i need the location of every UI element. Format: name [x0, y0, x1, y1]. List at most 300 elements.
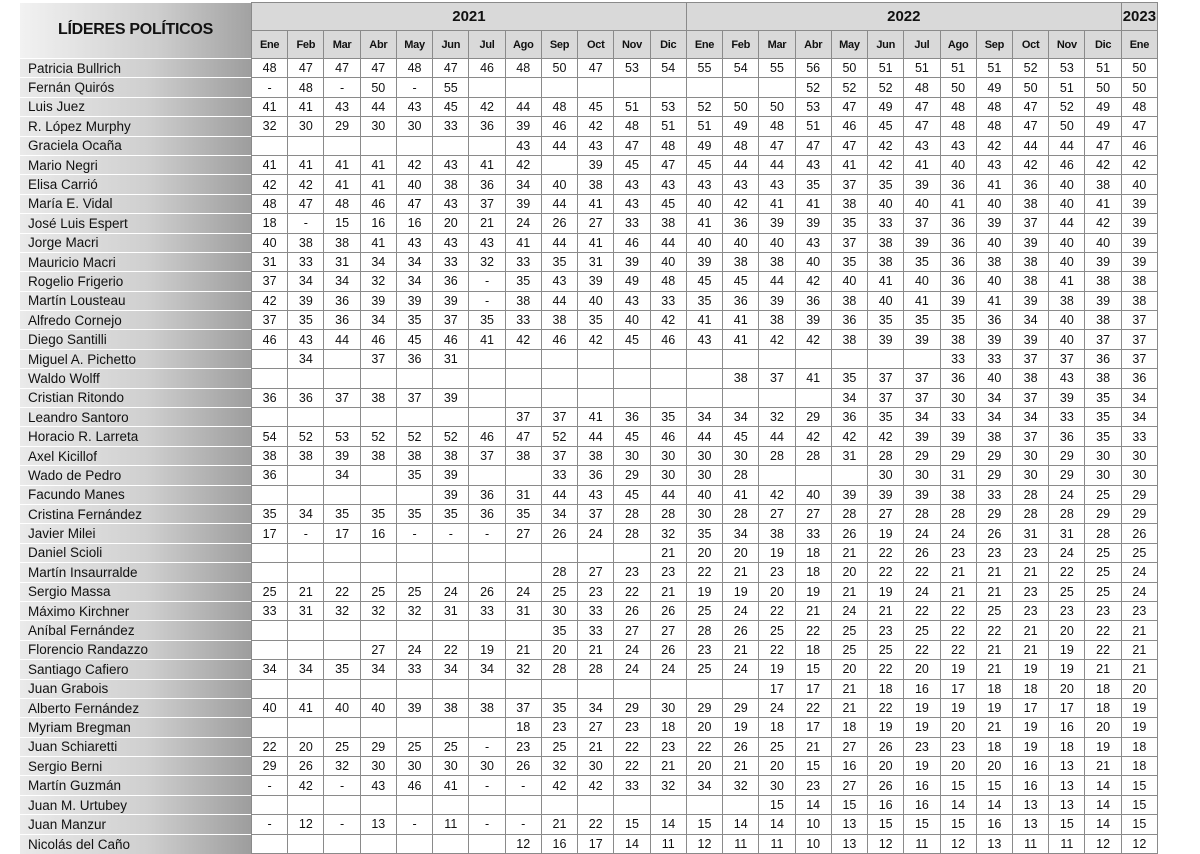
rating-cell [469, 388, 505, 407]
table-row [20, 485, 1158, 504]
rating-cell: 41 [1085, 194, 1121, 213]
rating-cell: 30 [1121, 466, 1157, 485]
rating-cell: 22 [868, 698, 904, 717]
rating-cell: 36 [1012, 175, 1048, 194]
rating-cell [686, 388, 722, 407]
rating-cell [288, 136, 324, 155]
rating-cell: 51 [976, 59, 1012, 78]
rating-cell: 41 [795, 369, 831, 388]
rating-cell: 45 [614, 427, 650, 446]
rating-cell: 16 [1049, 718, 1085, 737]
rating-cell: - [324, 78, 360, 97]
leader-name: Axel Kicillof [20, 446, 252, 465]
rating-cell: 36 [288, 388, 324, 407]
rating-cell: 38 [723, 252, 759, 271]
rating-cell: 15 [614, 815, 650, 834]
rating-cell: 38 [578, 446, 614, 465]
rating-cell: 21 [1121, 621, 1157, 640]
rating-cell: 40 [723, 233, 759, 252]
table-row [20, 408, 1158, 427]
rating-cell: 14 [1085, 815, 1121, 834]
rating-cell: 39 [614, 252, 650, 271]
rating-cell: 18 [1085, 698, 1121, 717]
rating-cell: 47 [831, 97, 867, 116]
rating-cell: 39 [1012, 330, 1048, 349]
rating-cell: 43 [578, 136, 614, 155]
rating-cell: 43 [288, 330, 324, 349]
rating-cell: 21 [976, 563, 1012, 582]
rating-cell: 37 [1012, 349, 1048, 368]
rating-cell: 37 [831, 233, 867, 252]
rating-cell: 28 [795, 446, 831, 465]
rating-cell: 21 [795, 737, 831, 756]
rating-cell: 29 [795, 408, 831, 427]
rating-cell: 19 [1049, 640, 1085, 659]
rating-cell: 37 [469, 194, 505, 213]
rating-cell: 19 [1085, 737, 1121, 756]
rating-cell: 51 [1085, 59, 1121, 78]
rating-cell: 35 [831, 214, 867, 233]
rating-cell: 47 [288, 194, 324, 213]
rating-cell: 38 [1049, 291, 1085, 310]
rating-cell [396, 718, 432, 737]
table-row [20, 834, 1158, 853]
rating-cell: 41 [795, 194, 831, 213]
rating-cell: 48 [904, 78, 940, 97]
rating-cell: 19 [868, 718, 904, 737]
rating-cell [360, 795, 396, 814]
rating-cell: 24 [1049, 543, 1085, 562]
table-row [20, 815, 1158, 834]
rating-cell: 26 [868, 737, 904, 756]
rating-cell: 38 [1085, 175, 1121, 194]
rating-cell: 34 [1121, 408, 1157, 427]
table-row [20, 291, 1158, 310]
rating-cell [396, 369, 432, 388]
rating-cell: 38 [1085, 311, 1121, 330]
leader-name: Leandro Santoro [20, 408, 252, 427]
rating-cell: 27 [831, 776, 867, 795]
leader-name: Luis Juez [20, 97, 252, 116]
rating-cell: 37 [252, 272, 288, 291]
rating-cell [469, 563, 505, 582]
rating-cell: 14 [1085, 776, 1121, 795]
rating-cell: 41 [360, 233, 396, 252]
rating-cell: 31 [505, 485, 541, 504]
rating-cell [686, 349, 722, 368]
rating-cell: 36 [976, 311, 1012, 330]
rating-cell: 42 [759, 330, 795, 349]
rating-cell: 40 [650, 252, 686, 271]
rating-cell: 20 [940, 757, 976, 776]
rating-cell: 20 [686, 718, 722, 737]
leader-name: Cristina Fernández [20, 504, 252, 523]
rating-cell: 36 [324, 311, 360, 330]
rating-cell: 34 [578, 698, 614, 717]
rating-cell: 33 [433, 252, 469, 271]
rating-cell [614, 349, 650, 368]
rating-cell: 44 [759, 272, 795, 291]
rating-cell [686, 795, 722, 814]
rating-cell: 39 [505, 117, 541, 136]
rating-cell: 33 [288, 252, 324, 271]
rating-cell: 52 [795, 78, 831, 97]
rating-cell: 30 [578, 757, 614, 776]
rating-cell: 25 [396, 737, 432, 756]
rating-cell: 26 [650, 601, 686, 620]
rating-cell [469, 795, 505, 814]
rating-cell: 44 [541, 485, 577, 504]
rating-cell: 38 [541, 311, 577, 330]
rating-cell: 25 [759, 621, 795, 640]
rating-cell: 17 [759, 679, 795, 698]
rating-cell: 45 [578, 97, 614, 116]
rating-cell: 21 [976, 660, 1012, 679]
rating-cell [469, 136, 505, 155]
rating-cell: 16 [1012, 776, 1048, 795]
rating-cell: 17 [324, 524, 360, 543]
rating-cell: 25 [1049, 582, 1085, 601]
rating-cell: 43 [1049, 369, 1085, 388]
rating-cell: 43 [433, 194, 469, 213]
rating-cell: 35 [252, 504, 288, 523]
rating-cell: 33 [650, 291, 686, 310]
rating-cell: 45 [868, 117, 904, 136]
leader-name: Rogelio Frigerio [20, 272, 252, 291]
rating-cell [252, 621, 288, 640]
rating-cell [650, 349, 686, 368]
rating-cell: 16 [360, 524, 396, 543]
rating-cell: 33 [976, 349, 1012, 368]
rating-cell: 41 [252, 97, 288, 116]
rating-cell: 38 [940, 330, 976, 349]
rating-cell: 47 [1012, 117, 1048, 136]
rating-cell: 24 [433, 582, 469, 601]
rating-cell: 41 [904, 291, 940, 310]
leader-name: Miguel A. Pichetto [20, 349, 252, 368]
rating-cell: 56 [795, 59, 831, 78]
rating-cell: 44 [505, 97, 541, 116]
rating-cell: 19 [723, 582, 759, 601]
rating-cell: 34 [505, 175, 541, 194]
rating-cell: 25 [1085, 582, 1121, 601]
rating-cell: 43 [614, 291, 650, 310]
rating-cell: 30 [614, 446, 650, 465]
rating-cell: 51 [868, 59, 904, 78]
rating-cell: 28 [650, 504, 686, 523]
rating-cell: 39 [904, 485, 940, 504]
rating-cell [505, 369, 541, 388]
rating-cell: 43 [723, 175, 759, 194]
rating-cell: 26 [469, 582, 505, 601]
rating-cell [288, 640, 324, 659]
rating-cell: 36 [1049, 427, 1085, 446]
rating-cell: 20 [686, 757, 722, 776]
table-row [20, 660, 1158, 679]
rating-cell [578, 369, 614, 388]
table-row [20, 59, 1158, 78]
rating-cell: 29 [1121, 504, 1157, 523]
rating-cell: 27 [614, 621, 650, 640]
rating-cell: 22 [1049, 563, 1085, 582]
rating-cell: 41 [686, 214, 722, 233]
rating-cell: 25 [396, 582, 432, 601]
rating-cell: 30 [1121, 446, 1157, 465]
rating-cell: 24 [614, 660, 650, 679]
rating-cell: 43 [360, 776, 396, 795]
leader-name: Elisa Carrió [20, 175, 252, 194]
rating-cell: 50 [1085, 78, 1121, 97]
rating-cell: 36 [940, 214, 976, 233]
rating-cell: 27 [505, 524, 541, 543]
month-header: Feb [288, 31, 324, 59]
rating-cell: 35 [831, 369, 867, 388]
table-row [20, 737, 1158, 756]
rating-cell: 23 [541, 718, 577, 737]
rating-cell: 43 [433, 233, 469, 252]
rating-cell: 47 [1121, 117, 1157, 136]
rating-cell: 40 [1049, 194, 1085, 213]
rating-cell: 34 [1012, 311, 1048, 330]
rating-cell: 46 [614, 233, 650, 252]
rating-cell: 49 [1085, 97, 1121, 116]
rating-cell: 39 [1121, 233, 1157, 252]
rating-cell: 40 [1121, 175, 1157, 194]
rating-cell: 33 [469, 601, 505, 620]
rating-cell: - [505, 776, 541, 795]
rating-cell: 28 [904, 504, 940, 523]
rating-cell: 37 [541, 446, 577, 465]
rating-cell: 42 [1121, 155, 1157, 174]
rating-cell: 13 [360, 815, 396, 834]
rating-cell: 28 [686, 621, 722, 640]
month-header: Ago [505, 31, 541, 59]
rating-cell [650, 388, 686, 407]
rating-cell: 21 [940, 582, 976, 601]
rating-cell [288, 621, 324, 640]
rating-cell: 20 [1085, 718, 1121, 737]
rating-cell: 24 [1049, 485, 1085, 504]
rating-cell [614, 78, 650, 97]
rating-cell [288, 485, 324, 504]
table-row [20, 214, 1158, 233]
rating-cell: 23 [578, 582, 614, 601]
rating-cell: 38 [578, 175, 614, 194]
rating-cell: 26 [541, 524, 577, 543]
month-header: Jul [469, 31, 505, 59]
rating-cell: 32 [723, 776, 759, 795]
rating-cell: 23 [868, 621, 904, 640]
rating-cell: 43 [940, 136, 976, 155]
rating-cell: 28 [759, 446, 795, 465]
rating-cell [469, 621, 505, 640]
rating-cell: 40 [940, 155, 976, 174]
rating-cell: 26 [541, 214, 577, 233]
rating-cell: 30 [1012, 446, 1048, 465]
rating-cell: 38 [252, 446, 288, 465]
rating-cell: 37 [1012, 427, 1048, 446]
rating-cell: 31 [288, 601, 324, 620]
rating-cell: 36 [831, 311, 867, 330]
month-header: Feb [723, 31, 759, 59]
rating-cell: 47 [324, 59, 360, 78]
rating-cell: 37 [360, 349, 396, 368]
rating-cell: 46 [252, 330, 288, 349]
rating-cell: 41 [686, 311, 722, 330]
table-row [20, 194, 1158, 213]
rating-cell: 22 [1085, 640, 1121, 659]
rating-cell: 23 [614, 563, 650, 582]
leader-name: Mauricio Macri [20, 252, 252, 271]
rating-cell: 29 [1121, 485, 1157, 504]
rating-cell [505, 349, 541, 368]
rating-cell [288, 466, 324, 485]
leader-name: Alfredo Cornejo [20, 311, 252, 330]
table-row [20, 117, 1158, 136]
rating-cell: 26 [723, 737, 759, 756]
rating-cell: 47 [1085, 136, 1121, 155]
rating-cell [505, 78, 541, 97]
rating-cell: 53 [795, 97, 831, 116]
rating-cell: 13 [831, 815, 867, 834]
rating-cell: 54 [723, 59, 759, 78]
rating-cell: 33 [505, 252, 541, 271]
rating-cell: 41 [360, 175, 396, 194]
rating-cell: 23 [650, 737, 686, 756]
table-row [20, 78, 1158, 97]
rating-cell: 21 [795, 601, 831, 620]
rating-cell: 36 [252, 388, 288, 407]
rating-cell: 42 [578, 117, 614, 136]
rating-cell: 39 [795, 214, 831, 233]
rating-cell: 23 [1012, 543, 1048, 562]
rating-cell: 37 [252, 311, 288, 330]
rating-cell [759, 349, 795, 368]
rating-cell: 35 [541, 621, 577, 640]
rating-cell: 29 [940, 446, 976, 465]
rating-cell: 21 [1012, 640, 1048, 659]
rating-cell: 44 [723, 155, 759, 174]
rating-cell: 33 [252, 601, 288, 620]
rating-cell: 20 [759, 757, 795, 776]
rating-cell: 37 [469, 446, 505, 465]
rating-cell [360, 563, 396, 582]
rating-cell: 35 [469, 311, 505, 330]
rating-cell [324, 485, 360, 504]
rating-cell [541, 155, 577, 174]
rating-cell [288, 563, 324, 582]
rating-cell: 55 [433, 78, 469, 97]
rating-cell: 33 [976, 485, 1012, 504]
year-header-2021: 2021 [252, 3, 687, 31]
rating-cell: 25 [360, 582, 396, 601]
rating-cell [252, 369, 288, 388]
rating-cell: 24 [505, 582, 541, 601]
rating-cell: 42 [795, 272, 831, 291]
rating-cell: 36 [469, 485, 505, 504]
rating-cell: 25 [252, 582, 288, 601]
rating-cell: 14 [976, 795, 1012, 814]
rating-cell: 29 [976, 504, 1012, 523]
rating-cell: 41 [578, 194, 614, 213]
rating-cell: 32 [324, 757, 360, 776]
rating-cell: 36 [469, 175, 505, 194]
rating-cell: 52 [686, 97, 722, 116]
rating-cell: 47 [360, 59, 396, 78]
rating-cell: 43 [614, 194, 650, 213]
rating-cell: 34 [723, 408, 759, 427]
rating-cell [288, 718, 324, 737]
rating-cell: 49 [1085, 117, 1121, 136]
rating-cell: 32 [759, 408, 795, 427]
rating-cell: 18 [868, 679, 904, 698]
rating-cell: 43 [686, 175, 722, 194]
rating-cell: 39 [976, 214, 1012, 233]
rating-cell: 37 [904, 388, 940, 407]
rating-cell: 15 [831, 795, 867, 814]
rating-cell: 49 [868, 97, 904, 116]
rating-cell: 28 [541, 563, 577, 582]
rating-cell: 18 [759, 718, 795, 737]
rating-cell [324, 563, 360, 582]
rating-cell: 40 [976, 194, 1012, 213]
rating-cell: 30 [686, 466, 722, 485]
table-row [20, 718, 1158, 737]
rating-cell: 41 [868, 272, 904, 291]
rating-cell: 35 [686, 524, 722, 543]
rating-cell [288, 408, 324, 427]
rating-cell: 42 [252, 291, 288, 310]
rating-cell: 14 [940, 795, 976, 814]
year-header-2023: 2023 [1121, 3, 1157, 31]
rating-cell: 15 [795, 660, 831, 679]
rating-cell: 35 [1085, 408, 1121, 427]
rating-cell: 34 [904, 408, 940, 427]
rating-cell: 37 [1121, 330, 1157, 349]
leader-name: Santiago Cafiero [20, 660, 252, 679]
rating-cell: 18 [795, 543, 831, 562]
rating-cell [252, 795, 288, 814]
rating-cell: 16 [396, 214, 432, 233]
rating-cell: 39 [1012, 233, 1048, 252]
rating-cell: 39 [578, 272, 614, 291]
month-header: Abr [795, 31, 831, 59]
rating-cell: 17 [940, 679, 976, 698]
rating-cell: 11 [1012, 834, 1048, 853]
rating-cell: 39 [433, 485, 469, 504]
rating-cell: 34 [1121, 388, 1157, 407]
rating-cell: 20 [1121, 679, 1157, 698]
rating-cell: 15 [868, 815, 904, 834]
rating-cell: 36 [723, 291, 759, 310]
rating-cell: 33 [578, 601, 614, 620]
rating-cell: 39 [433, 388, 469, 407]
rating-cell: 48 [940, 117, 976, 136]
rating-cell: 40 [686, 233, 722, 252]
rating-cell: 47 [904, 97, 940, 116]
rating-cell: 24 [505, 214, 541, 233]
rating-cell: 39 [976, 330, 1012, 349]
rating-cell: 35 [868, 175, 904, 194]
rating-cell: 47 [288, 59, 324, 78]
rating-cell: 41 [324, 175, 360, 194]
rating-cell: 30 [759, 776, 795, 795]
rating-cell: 36 [252, 466, 288, 485]
rating-cell: 16 [904, 679, 940, 698]
rating-cell: 44 [360, 97, 396, 116]
rating-cell: 32 [360, 601, 396, 620]
rating-cell: 32 [360, 272, 396, 291]
